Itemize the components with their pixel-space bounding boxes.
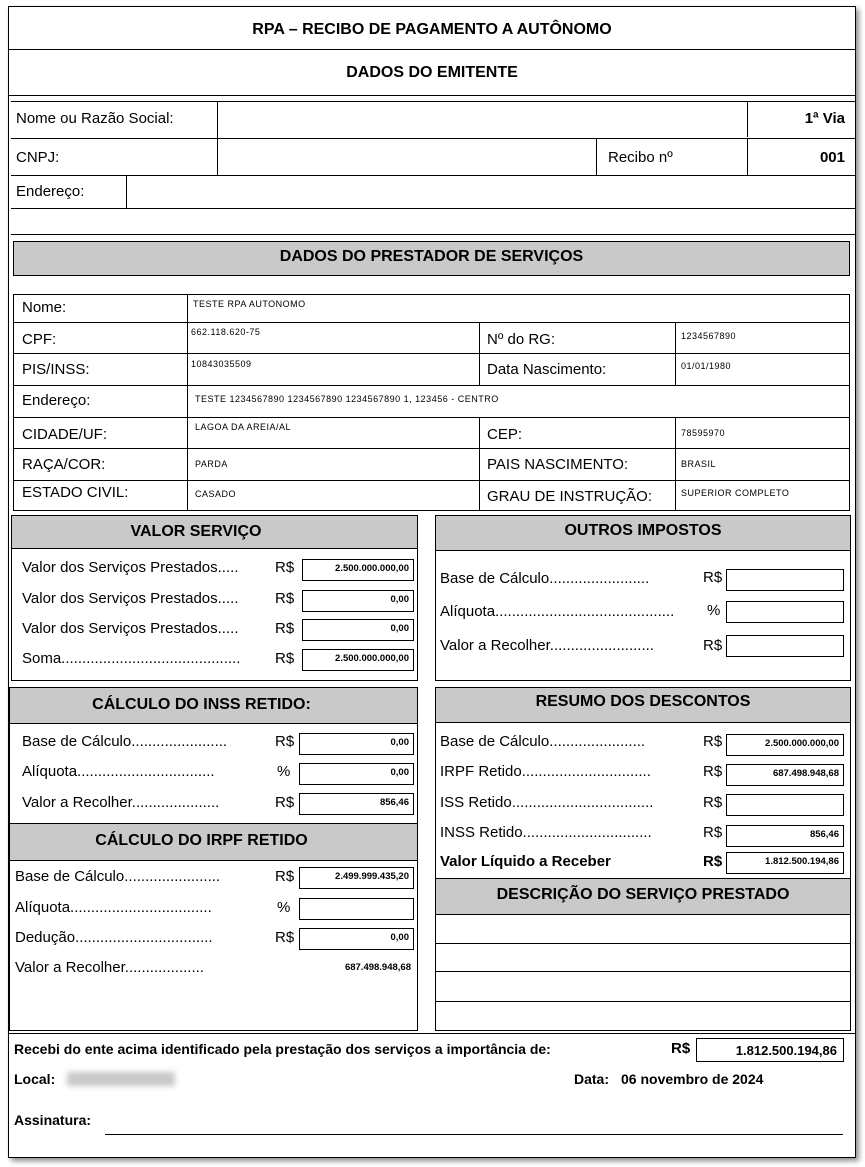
prestador-cidade-label: CIDADE/UF: — [22, 426, 108, 443]
irpf-deducao-label: Dedução................................. — [15, 929, 213, 946]
local-value-redacted — [67, 1072, 175, 1086]
prestador-raca-label: RAÇA/COR: — [22, 456, 106, 473]
valor-row2-label: Valor dos Serviços Prestados..... — [22, 590, 239, 607]
inss-header: CÁLCULO DO INSS RETIDO: — [92, 696, 311, 713]
resumo-base-value: 2.500.000.000,00 — [726, 734, 844, 756]
resumo-irpf-currency: R$ — [703, 763, 723, 780]
irpf-base-currency: R$ — [275, 868, 295, 885]
irpf-valor-value: 687.498.948,68 — [344, 962, 411, 973]
valor-row1-currency: R$ — [275, 559, 295, 576]
irpf-aliq-percent: % — [277, 899, 291, 916]
outros-valor-currency: R$ — [703, 637, 723, 654]
assinatura-label: Assinatura: — [14, 1112, 92, 1128]
valor-servico-header: VALOR SERVIÇO — [130, 523, 262, 540]
footer-currency: R$ — [671, 1040, 691, 1057]
valor-row1-label: Valor dos Serviços Prestados..... — [22, 559, 239, 576]
rpa-document — [8, 6, 856, 1158]
resumo-inss-label: INSS Retido............................... — [440, 824, 652, 841]
irpf-header: CÁLCULO DO IRPF RETIDO — [95, 832, 308, 849]
prestador-cep-label: CEP: — [487, 426, 523, 443]
resumo-irpf-label: IRPF Retido............................... — [440, 763, 651, 780]
inss-valor-currency: R$ — [275, 794, 295, 811]
prestador-grau-value: SUPERIOR COMPLETO — [681, 488, 790, 498]
inss-aliq-value: 0,00 — [299, 763, 414, 785]
prestador-rg-label: Nº do RG: — [487, 331, 555, 348]
prestador-pis-value: 10843035509 — [191, 359, 252, 369]
resumo-liquido-currency: R$ — [703, 853, 723, 870]
outros-aliq-percent: % — [707, 602, 721, 619]
prestador-nome-label: Nome: — [22, 299, 67, 316]
resumo-base-label: Base de Cálculo....................... — [440, 733, 646, 750]
inss-aliq-label: Alíquota................................. — [22, 763, 215, 780]
valor-row2-value: 0,00 — [302, 590, 414, 612]
prestador-pis-label: PIS/INSS: — [22, 361, 90, 378]
irpf-aliq-value — [299, 898, 414, 920]
irpf-base-value: 2.499.999.435,20 — [299, 867, 414, 889]
inss-base-currency: R$ — [275, 733, 295, 750]
outros-aliq-value — [726, 601, 844, 623]
irpf-valor-label: Valor a Recolher................... — [15, 959, 204, 976]
valor-row3-currency: R$ — [275, 620, 295, 637]
outros-base-label: Base de Cálculo........................ — [440, 570, 650, 587]
valor-soma-label: Soma........................................... — [22, 650, 241, 667]
outros-aliq-label: Alíquota........................................... — [440, 603, 675, 620]
irpf-deducao-value: 0,00 — [299, 928, 414, 950]
irpf-base-label: Base de Cálculo....................... — [15, 868, 221, 885]
emitente-cnpj-label: CNPJ: — [16, 149, 60, 166]
prestador-nasc-label: Data Nascimento: — [487, 361, 607, 378]
prestador-grau-label: GRAU DE INSTRUÇÃO: — [487, 488, 653, 505]
valor-row3-label: Valor dos Serviços Prestados..... — [22, 620, 239, 637]
resumo-inss-currency: R$ — [703, 824, 723, 841]
resumo-iss-currency: R$ — [703, 794, 723, 811]
assinatura-line — [105, 1134, 843, 1135]
prestador-civil-value: CASADO — [195, 489, 237, 499]
resumo-header: RESUMO DOS DESCONTOS — [535, 693, 751, 710]
resumo-irpf-value: 687.498.948,68 — [726, 764, 844, 786]
inss-valor-value: 856,46 — [299, 793, 414, 815]
inss-base-value: 0,00 — [299, 733, 414, 755]
valor-row1-value: 2.500.000.000,00 — [302, 559, 414, 581]
irpf-deducao-currency: R$ — [275, 929, 295, 946]
local-label: Local: — [14, 1071, 56, 1087]
valor-soma-value: 2.500.000.000,00 — [302, 649, 414, 671]
inss-base-label: Base de Cálculo....................... — [22, 733, 228, 750]
prestador-cpf-value: 662.118.620-75 — [191, 327, 261, 337]
prestador-header: DADOS DO PRESTADOR DE SERVIÇOS — [279, 248, 584, 265]
emitente-endereco-label: Endereço: — [16, 183, 85, 200]
document-title: RPA – RECIBO DE PAGAMENTO A AUTÔNOMO — [252, 21, 612, 38]
inss-aliq-percent: % — [277, 763, 291, 780]
valor-soma-currency: R$ — [275, 650, 295, 667]
prestador-pais-value: BRASIL — [681, 459, 717, 469]
outros-impostos-header: OUTROS IMPOSTOS — [564, 522, 722, 539]
prestador-nome-value: TESTE RPA AUTONOMO — [193, 299, 306, 309]
resumo-inss-value: 856,46 — [726, 825, 844, 847]
resumo-base-currency: R$ — [703, 733, 723, 750]
irpf-aliq-label: Alíquota.................................. — [15, 899, 212, 916]
outros-base-value — [726, 569, 844, 591]
prestador-cidade-value: LAGOA DA AREIA/AL — [195, 422, 292, 432]
outros-valor-value — [726, 635, 844, 657]
footer-total-text: 1.812.500.194,86 — [735, 1043, 837, 1058]
prestador-endereco-label: Endereço: — [22, 392, 91, 409]
prestador-nasc-value: 01/01/1980 — [681, 361, 732, 371]
prestador-civil-label: ESTADO CIVIL: — [22, 484, 129, 501]
recebi-text: Recebi do ente acima identificado pela prestação dos serviços a importância de: — [14, 1041, 551, 1057]
prestador-rg-value: 1234567890 — [681, 331, 737, 341]
outros-valor-label: Valor a Recolher......................... — [440, 637, 654, 654]
descricao-header: DESCRIÇÃO DO SERVIÇO PRESTADO — [496, 886, 790, 903]
inss-valor-label: Valor a Recolher..................... — [22, 794, 220, 811]
prestador-cpf-label: CPF: — [22, 331, 57, 348]
resumo-liquido-value: 1.812.500.194,86 — [726, 852, 844, 874]
recibo-label: Recibo nº — [608, 149, 673, 166]
emitente-nome-label: Nome ou Razão Social: — [16, 110, 174, 127]
resumo-iss-value — [726, 794, 844, 816]
resumo-liquido-label: Valor Líquido a Receber — [440, 853, 611, 870]
data-value: 06 novembro de 2024 — [621, 1071, 764, 1087]
valor-row3-value: 0,00 — [302, 619, 414, 641]
resumo-iss-label: ISS Retido.................................. — [440, 794, 654, 811]
prestador-endereco-value: TESTE 1234567890 1234567890 1234567890 1, 123456 - CENTRO — [195, 394, 499, 404]
via-label: 1ª Via — [804, 110, 845, 127]
data-label: Data: — [574, 1071, 610, 1087]
footer-total-value — [696, 1038, 844, 1062]
prestador-cep-value: 78595970 — [681, 428, 726, 438]
prestador-raca-value: PARDA — [195, 459, 228, 469]
emitente-header: DADOS DO EMITENTE — [346, 64, 518, 81]
outros-base-currency: R$ — [703, 569, 723, 586]
prestador-pais-label: PAIS NASCIMENTO: — [487, 456, 629, 473]
valor-row2-currency: R$ — [275, 590, 295, 607]
recibo-number: 001 — [819, 149, 845, 166]
